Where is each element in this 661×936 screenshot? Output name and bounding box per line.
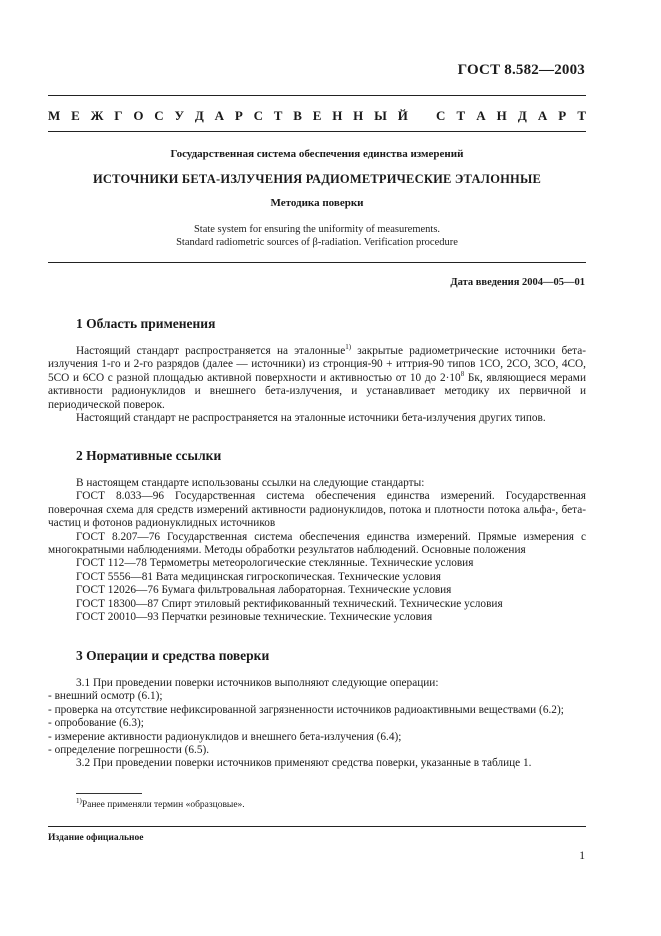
exponent: 8 [460, 370, 465, 379]
operation-item: - измерение активности радионуклидов и внешнего бета-излучения (6.4); [48, 730, 402, 743]
banner-letter: Е [312, 108, 322, 123]
operation-item: - определение погрешности (6.5). [48, 744, 210, 757]
banner-letter: С [154, 108, 164, 123]
banner-letter: А [476, 108, 486, 123]
banner-letter: С [253, 108, 263, 123]
main-title: ИСТОЧНИКИ БЕТА-ИЗЛУЧЕНИЯ РАДИОМЕТРИЧЕСКИЕ ЭТАЛОННЫЕ [93, 172, 541, 186]
footnote-text: Ранее применяли термин «образцовые». [81, 800, 245, 810]
section1-paragraph2: Настоящий стандарт не распространяется на эталонные источники бета-излучения других типов. [76, 412, 546, 425]
edition-label: Издание официальное [48, 833, 144, 843]
banner-letter: Н [332, 108, 343, 123]
reference-item: ГОСТ 8.033—96 Государственная система обеспечения единства измерений. Государственная поверочная схема для средств измерений активности радионуклидов, потока и плотности потока альфа-, бета-частиц и фотонов радионуклидных источников [48, 490, 586, 530]
section1-body [48, 345, 586, 425]
interstate-word [48, 108, 408, 124]
section3-body [48, 677, 586, 771]
english-title-line2: Standard radiometric sources of β-radiation. Verification procedure [176, 237, 458, 248]
banner-letter: Й [397, 108, 408, 123]
method-title: Методика поверки [270, 197, 364, 209]
banner-letter: Р [234, 108, 243, 123]
section2-body [48, 477, 586, 624]
gost-number: ГОСТ 8.582—2003 [457, 62, 585, 78]
section3-heading: 3 Операции и средства поверки [76, 648, 270, 663]
intro-date: Дата введения 2004—05—01 [450, 277, 585, 288]
reference-item: ГОСТ 20010—93 Перчатки резиновые технические. Технические условия [76, 611, 433, 624]
english-title-line1: State system for ensuring the uniformity of measurements. [193, 224, 441, 235]
banner-letter: А [537, 108, 548, 123]
banner-letter: С [436, 108, 446, 123]
reference-item: ГОСТ 12026—76 Бумага фильтровальная лабораторная. Технические условия [76, 584, 452, 597]
banner-letter: Т [273, 108, 283, 123]
standard-word [436, 108, 586, 124]
banner-letter: Е [71, 108, 80, 123]
page-number: 1 [579, 850, 585, 862]
footer-rule [48, 826, 586, 827]
english-title [48, 223, 586, 249]
reference-item: ГОСТ 112—78 Термометры метеорологические стеклянные. Технические условия [76, 557, 474, 570]
section3-p31: 3.1 При проведении поверки источников выполняют следующие операции: [76, 677, 439, 689]
reference-item: ГОСТ 8.207—76 Государственная система обеспечения единства измерений. Прямые измерения с многократными наблюдениями. Методы обработки результатов наблюдений. Основные положения [48, 530, 586, 557]
operation-item: - опробование (6.3); [48, 717, 144, 730]
section1-paragraph1 [48, 345, 586, 412]
banner-letter: Д [194, 108, 204, 123]
banner-letter: О [133, 108, 144, 123]
reference-item: ГОСТ 18300—87 Спирт этиловый ректификованный технический. Технические условия [76, 597, 503, 610]
p1-text-c: Бк, являющиеся мерами активности радионуклидов и внешнего бета-излучения, и устанавливает методику их первичной и периодической поверок. [48, 371, 586, 411]
top-rule [48, 95, 586, 96]
footnote-marker: 1) [345, 343, 352, 352]
banner-letter: Т [577, 108, 586, 123]
footnote-rule [76, 793, 142, 794]
section1-heading: 1 Область применения [76, 316, 216, 331]
title-bottom-rule [48, 262, 586, 263]
banner-letter: Д [517, 108, 527, 123]
banner-bottom-rule [48, 131, 586, 132]
operation-item: - внешний осмотр (6.1); [48, 690, 163, 703]
banner-letter: А [214, 108, 224, 123]
operation-item: - проверка на отсутствие нефиксированной загрязненности источников радиоактивными веществами (6.2); [48, 703, 564, 716]
banner-letter: Г [114, 108, 123, 123]
banner-letter: М [48, 108, 61, 123]
p1-text-a: Настоящий стандарт распространяется на эталонные [76, 345, 346, 357]
system-title: Государственная система обеспечения единства измерений [170, 148, 464, 160]
p1-text-b: закрытые радиометрические источники бета-излучения 1-го и 2-го разрядов (далее — источники) из стронция-90 + иттрия-90 типов 1СО, 2СО, 3СО, 4СО, 5СО и 6СО с разной площадью активной поверхности и активностью от 10 до 2·10 [48, 345, 586, 384]
banner-letter: Ы [374, 108, 387, 123]
section3-p32: 3.2 При проведении поверки источников применяют средства поверки, указанные в таблице 1. [76, 757, 532, 770]
banner-letter: У [174, 108, 185, 123]
banner-letter: В [293, 108, 302, 123]
banner-letter: Ж [90, 108, 104, 123]
footnote [76, 796, 245, 810]
banner-letter: Н [496, 108, 507, 123]
section2-heading: 2 Нормативные ссылки [76, 448, 222, 463]
interstate-standard-banner [48, 108, 586, 124]
banner-letter: Н [353, 108, 364, 123]
banner-letter: Р [558, 108, 567, 123]
footnote-sup: 1) [76, 796, 82, 805]
banner-letter: Т [456, 108, 466, 123]
section2-intro: В настоящем стандарте использованы ссылки на следующие стандарты: [76, 477, 425, 489]
reference-item: ГОСТ 5556—81 Вата медицинская гигроскопическая. Технические условия [76, 570, 441, 583]
